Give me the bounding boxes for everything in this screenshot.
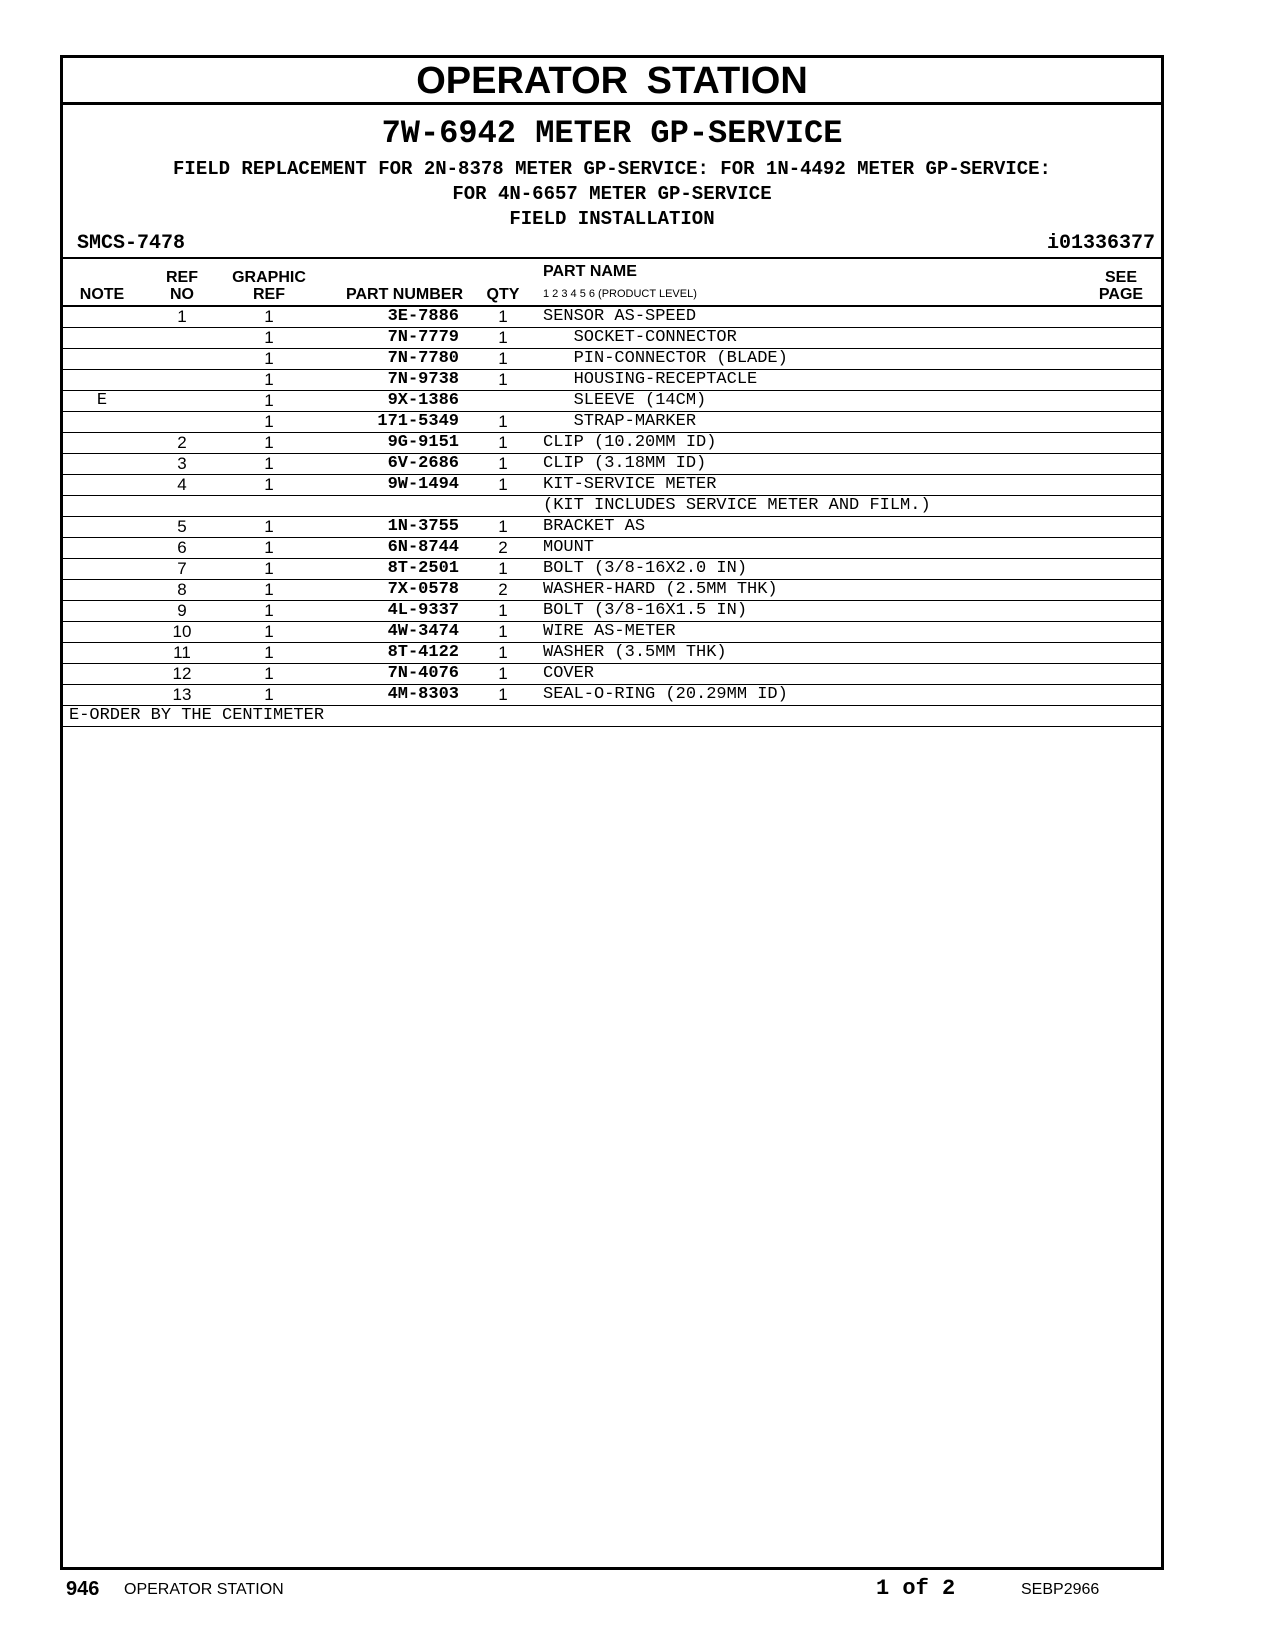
cell-ref-no bbox=[141, 370, 223, 391]
page-of: 1 of 2 bbox=[876, 1576, 956, 1601]
cell-note bbox=[63, 496, 141, 517]
table-row bbox=[63, 538, 1161, 559]
cell-part-number: 8T-2501 bbox=[387, 559, 459, 578]
table-row bbox=[63, 580, 1161, 601]
cell-part-number: 9X-1386 bbox=[387, 391, 459, 410]
cell-see-page bbox=[1081, 433, 1161, 454]
cell-part-number bbox=[315, 496, 469, 517]
cell-graphic-ref: 1 bbox=[264, 664, 274, 683]
cell-part-name: BRACKET AS bbox=[543, 517, 646, 536]
cell-part-number: 9G-9151 bbox=[387, 433, 459, 452]
cell-part-name: WASHER-HARD (2.5MM THK) bbox=[543, 580, 778, 599]
cell-qty: 1 bbox=[498, 328, 508, 347]
cell-qty bbox=[469, 496, 537, 517]
cell-part-number: 4M-8303 bbox=[387, 685, 459, 704]
cell-ref-no bbox=[141, 349, 223, 370]
cell-part-name: SOCKET-CONNECTOR bbox=[543, 328, 737, 347]
cell-part-number: 9W-1494 bbox=[387, 475, 459, 494]
cell-ref-no: 8 bbox=[177, 580, 187, 599]
cell-ref-no: 13 bbox=[172, 685, 192, 704]
cell-graphic-ref: 1 bbox=[264, 412, 274, 431]
cell-note bbox=[63, 328, 141, 349]
document-id: SEBP2966 bbox=[1021, 1581, 1100, 1598]
cell-part-name: WIRE AS-METER bbox=[543, 622, 676, 641]
cell-ref-no bbox=[141, 496, 223, 517]
cell-ref-no: 3 bbox=[177, 454, 187, 473]
cell-ref-no: 9 bbox=[177, 601, 187, 620]
cell-note bbox=[63, 412, 141, 433]
cell-ref-no bbox=[141, 391, 223, 412]
section-title: OPERATOR STATION bbox=[63, 58, 1161, 105]
cell-note bbox=[63, 517, 141, 538]
cell-graphic-ref bbox=[223, 496, 315, 517]
cell-part-number: 8T-4122 bbox=[387, 643, 459, 662]
cell-see-page bbox=[1081, 559, 1161, 580]
cell-part-name: STRAP-MARKER bbox=[543, 412, 697, 431]
page-footer bbox=[66, 1578, 1105, 1608]
table-row bbox=[63, 664, 1161, 685]
cell-see-page bbox=[1081, 601, 1161, 622]
parts-table-wrap bbox=[63, 257, 1161, 727]
col-see-page bbox=[1081, 258, 1161, 306]
cell-see-page bbox=[1081, 370, 1161, 391]
group-title: 7W-6942 METER GP-SERVICE bbox=[381, 115, 843, 152]
parts-table-header bbox=[63, 258, 1161, 306]
col-see-page-line2: PAGE bbox=[1098, 286, 1144, 303]
cell-graphic-ref: 1 bbox=[264, 517, 274, 536]
cell-ref-no bbox=[141, 328, 223, 349]
footnote-row bbox=[63, 706, 1161, 727]
cell-part-name: PIN-CONNECTOR (BLADE) bbox=[543, 349, 788, 368]
table-row bbox=[63, 433, 1161, 454]
col-part-number: PART NUMBER bbox=[345, 286, 463, 303]
product-level-scale: 1 2 3 4 5 6 (PRODUCT LEVEL) bbox=[543, 288, 697, 300]
cell-graphic-ref: 1 bbox=[264, 643, 274, 662]
cell-part-number: 4L-9337 bbox=[387, 601, 459, 620]
page-number: 946 bbox=[66, 1578, 100, 1600]
parts-table-body bbox=[63, 306, 1161, 727]
cell-graphic-ref: 1 bbox=[264, 685, 274, 704]
cell-part-number: 3E-7886 bbox=[387, 307, 459, 326]
cell-part-name: SENSOR AS-SPEED bbox=[543, 307, 697, 326]
cell-part-number: 171-5349 bbox=[377, 412, 459, 431]
cell-note bbox=[63, 538, 141, 559]
col-part-name bbox=[537, 258, 1081, 306]
cell-part-number: 1N-3755 bbox=[387, 517, 459, 536]
col-note: NOTE bbox=[79, 286, 125, 303]
cell-graphic-ref: 1 bbox=[264, 454, 274, 473]
cell-see-page bbox=[1081, 685, 1161, 706]
cell-see-page bbox=[1081, 622, 1161, 643]
cell-part-name: CLIP (10.20MM ID) bbox=[543, 433, 717, 452]
cell-qty: 1 bbox=[498, 622, 508, 641]
cell-see-page bbox=[1081, 664, 1161, 685]
cell-qty: 2 bbox=[498, 538, 508, 557]
cell-part-name: KIT-SERVICE METER bbox=[543, 475, 717, 494]
col-ref-no bbox=[141, 258, 223, 306]
table-row bbox=[63, 328, 1161, 349]
cell-part-name: SLEEVE (14CM) bbox=[543, 391, 707, 410]
cell-qty: 1 bbox=[498, 559, 508, 578]
cell-see-page bbox=[1081, 517, 1161, 538]
cell-ref-no: 2 bbox=[177, 433, 187, 452]
cell-qty: 1 bbox=[498, 643, 508, 662]
table-row bbox=[63, 496, 1161, 517]
table-row bbox=[63, 643, 1161, 664]
table-row bbox=[63, 517, 1161, 538]
cell-qty: 2 bbox=[498, 580, 508, 599]
cell-part-name: (KIT INCLUDES SERVICE METER AND FILM.) bbox=[543, 496, 931, 515]
cell-ref-no bbox=[141, 412, 223, 433]
subtitle-line: FOR 4N-6657 METER GP-SERVICE bbox=[452, 183, 772, 205]
cell-part-number: 7X-0578 bbox=[387, 580, 459, 599]
cell-ref-no: 10 bbox=[172, 622, 192, 641]
cell-ref-no: 12 bbox=[172, 664, 192, 683]
cell-see-page bbox=[1081, 454, 1161, 475]
cell-note bbox=[63, 622, 141, 643]
cell-qty: 1 bbox=[498, 307, 508, 326]
cell-qty: 1 bbox=[498, 475, 508, 494]
cell-see-page bbox=[1081, 328, 1161, 349]
cell-qty: 1 bbox=[498, 517, 508, 536]
cell-note bbox=[63, 370, 141, 391]
cell-part-name: SEAL-O-RING (20.29MM ID) bbox=[543, 685, 788, 704]
cell-part-number: 6N-8744 bbox=[387, 538, 459, 557]
illustration-id: i01336377 bbox=[1046, 232, 1155, 255]
cell-note bbox=[63, 454, 141, 475]
cell-see-page bbox=[1081, 391, 1161, 412]
parts-table bbox=[63, 257, 1161, 727]
cell-see-page bbox=[1081, 412, 1161, 433]
cell-part-name: COVER bbox=[543, 664, 595, 683]
cell-part-name: WASHER (3.5MM THK) bbox=[543, 643, 727, 662]
cell-qty: 1 bbox=[498, 412, 508, 431]
cell-qty: 1 bbox=[498, 601, 508, 620]
cell-graphic-ref: 1 bbox=[264, 538, 274, 557]
cell-note bbox=[63, 664, 141, 685]
col-qty: QTY bbox=[486, 286, 520, 303]
cell-ref-no: 7 bbox=[177, 559, 187, 578]
cell-part-name: CLIP (3.18MM ID) bbox=[543, 454, 707, 473]
cell-graphic-ref: 1 bbox=[264, 328, 274, 347]
cell-part-name: MOUNT bbox=[543, 538, 595, 557]
cell-note bbox=[63, 580, 141, 601]
cell-see-page bbox=[1081, 349, 1161, 370]
col-see-page-line1: SEE bbox=[1104, 269, 1137, 286]
cell-qty: 1 bbox=[498, 454, 508, 473]
subtitle-line: FIELD INSTALLATION bbox=[509, 208, 715, 230]
cell-note bbox=[63, 306, 141, 328]
cell-ref-no: 6 bbox=[177, 538, 187, 557]
cell-ref-no: 4 bbox=[177, 475, 187, 494]
footnote: E-ORDER BY THE CENTIMETER bbox=[69, 706, 325, 725]
cell-see-page bbox=[1081, 496, 1161, 517]
cell-note bbox=[63, 475, 141, 496]
cell-graphic-ref: 1 bbox=[264, 349, 274, 368]
cell-part-number: 7N-7780 bbox=[387, 349, 459, 368]
cell-qty: 1 bbox=[498, 433, 508, 452]
cell-note bbox=[63, 433, 141, 454]
cell-graphic-ref: 1 bbox=[264, 475, 274, 494]
cell-note bbox=[63, 643, 141, 664]
cell-see-page bbox=[1081, 643, 1161, 664]
table-row bbox=[63, 454, 1161, 475]
col-part-name-label: PART NAME bbox=[543, 263, 637, 280]
cell-see-page bbox=[1081, 538, 1161, 559]
cell-note: E bbox=[96, 391, 108, 410]
table-row bbox=[63, 622, 1161, 643]
table-row bbox=[63, 475, 1161, 496]
cell-ref-no: 5 bbox=[177, 517, 187, 536]
cell-qty bbox=[469, 391, 537, 412]
meta-row bbox=[77, 232, 1155, 258]
cell-graphic-ref: 1 bbox=[264, 433, 274, 452]
cell-note bbox=[63, 685, 141, 706]
table-row bbox=[63, 685, 1161, 706]
cell-ref-no: 11 bbox=[173, 643, 191, 662]
cell-part-number: 6V-2686 bbox=[387, 454, 459, 473]
cell-graphic-ref: 1 bbox=[264, 580, 274, 599]
cell-note bbox=[63, 601, 141, 622]
cell-part-number: 7N-7779 bbox=[387, 328, 459, 347]
table-row bbox=[63, 370, 1161, 391]
cell-qty: 1 bbox=[498, 664, 508, 683]
table-row bbox=[63, 559, 1161, 580]
smcs-code: SMCS-7478 bbox=[77, 232, 186, 255]
cell-part-name: HOUSING-RECEPTACLE bbox=[543, 370, 758, 389]
cell-part-name: BOLT (3/8-16X2.0 IN) bbox=[543, 559, 748, 578]
cell-part-number: 7N-4076 bbox=[387, 664, 459, 683]
cell-note bbox=[63, 559, 141, 580]
cell-graphic-ref: 1 bbox=[264, 622, 274, 641]
table-row bbox=[63, 349, 1161, 370]
cell-note bbox=[63, 349, 141, 370]
parts-page-frame bbox=[60, 55, 1164, 1570]
cell-graphic-ref: 1 bbox=[264, 559, 274, 578]
cell-part-name: BOLT (3/8-16X1.5 IN) bbox=[543, 601, 748, 620]
table-row bbox=[63, 601, 1161, 622]
table-row bbox=[63, 412, 1161, 433]
subtitle-line: FIELD REPLACEMENT FOR 2N-8378 METER GP-SERVICE: FOR 1N-4492 METER GP-SERVICE: bbox=[173, 158, 1051, 180]
cell-qty: 1 bbox=[498, 685, 508, 704]
cell-see-page bbox=[1081, 475, 1161, 496]
cell-see-page bbox=[1081, 306, 1161, 328]
col-ref-no-line2: NO bbox=[170, 286, 194, 303]
col-graphic-ref-line1: GRAPHIC bbox=[232, 269, 306, 286]
cell-part-number: 4W-3474 bbox=[387, 622, 459, 641]
cell-qty: 1 bbox=[498, 349, 508, 368]
cell-part-number: 7N-9738 bbox=[387, 370, 459, 389]
col-ref-no-line1: REF bbox=[166, 269, 198, 286]
cell-see-page bbox=[1081, 580, 1161, 601]
cell-graphic-ref: 1 bbox=[264, 370, 274, 389]
col-graphic-ref-line2: REF bbox=[253, 286, 285, 303]
cell-qty: 1 bbox=[498, 370, 508, 389]
cell-graphic-ref: 1 bbox=[264, 601, 274, 620]
cell-graphic-ref: 1 bbox=[264, 307, 274, 326]
col-graphic-ref bbox=[223, 258, 315, 306]
cell-graphic-ref: 1 bbox=[264, 391, 274, 410]
footer-section: OPERATOR STATION bbox=[124, 1581, 284, 1598]
cell-ref-no: 1 bbox=[177, 307, 187, 326]
table-row bbox=[63, 391, 1161, 412]
table-row bbox=[63, 306, 1161, 328]
